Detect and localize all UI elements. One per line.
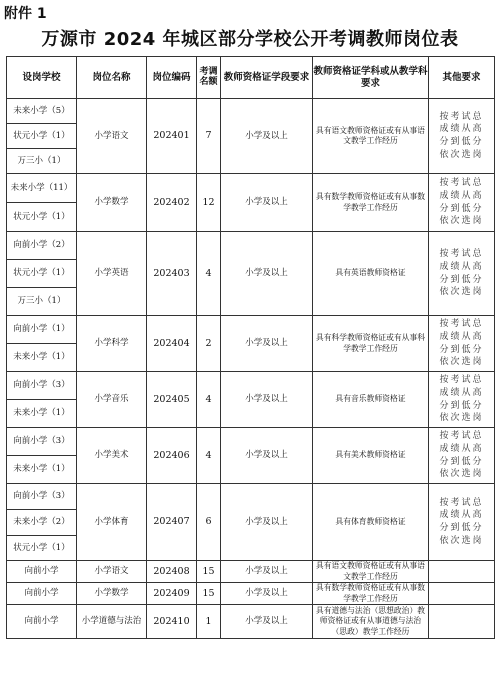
school-cell: 未来小学（1） (7, 400, 77, 428)
other-requirements-cell: 按考试总成绩从高分到低分依次选岗 (429, 232, 495, 316)
table-row (7, 174, 495, 203)
stage-cell: 小学及以上 (221, 232, 313, 316)
page-title: 万源市 2024 年城区部分学校公开考调教师岗位表 (41, 29, 459, 50)
table-row (7, 605, 495, 639)
count-cell: 1 (197, 605, 221, 639)
table-row (7, 99, 495, 124)
position-cell: 小学美术 (77, 428, 147, 484)
header-other: 其他要求 (429, 57, 495, 99)
school-cell: 未来小学（1） (7, 344, 77, 372)
school-cell: 向前小学（3） (7, 428, 77, 456)
stage-cell: 小学及以上 (221, 316, 313, 372)
table-row (7, 561, 495, 583)
code-cell: 202401 (147, 99, 197, 174)
stage-cell: 小学及以上 (221, 428, 313, 484)
other-requirements-cell (429, 561, 495, 583)
count-cell: 4 (197, 428, 221, 484)
header-code: 岗位编码 (147, 57, 197, 99)
attachment-label: 附件 1 (4, 6, 47, 22)
position-cell: 小学语文 (77, 99, 147, 174)
subject-cell: 具有科学教师资格证或有从事科学教学工作经历 (313, 316, 429, 372)
school-cell: 未来小学（11） (7, 174, 77, 203)
count-cell: 7 (197, 99, 221, 174)
subject-cell: 具有语文教师资格证或有从事语文教学工作经历 (313, 561, 429, 583)
school-cell: 向前小学 (7, 561, 77, 583)
code-cell: 202404 (147, 316, 197, 372)
table-row (7, 232, 495, 260)
subject-cell: 具有语文教师资格证或有从事语文教学工作经历 (313, 99, 429, 174)
header-count: 考调名额 (197, 57, 221, 99)
position-cell: 小学英语 (77, 232, 147, 316)
school-cell: 未来小学（5） (7, 99, 77, 124)
header-school: 设岗学校 (7, 57, 77, 99)
subject-cell: 具有英语教师资格证 (313, 232, 429, 316)
other-requirements-cell (429, 583, 495, 605)
header-position: 岗位名称 (77, 57, 147, 99)
table-row (7, 428, 495, 456)
stage-cell: 小学及以上 (221, 372, 313, 428)
school-cell: 万三小（1） (7, 149, 77, 174)
school-cell: 向前小学（2） (7, 232, 77, 260)
position-cell: 小学道德与法治 (77, 605, 147, 639)
code-cell: 202403 (147, 232, 197, 316)
code-cell: 202410 (147, 605, 197, 639)
stage-cell: 小学及以上 (221, 605, 313, 639)
count-cell: 4 (197, 372, 221, 428)
other-requirements-cell: 按考试总成绩从高分到低分依次选岗 (429, 174, 495, 232)
subject-cell: 具有道德与法治（思想政治）教师资格证或有从事道德与法治（思政）教学工作经历 (313, 605, 429, 639)
other-requirements-cell: 按考试总成绩从高分到低分依次选岗 (429, 428, 495, 484)
count-cell: 6 (197, 484, 221, 561)
school-cell: 状元小学（1） (7, 536, 77, 561)
subject-cell: 具有数学教师资格证或有从事数学教学工作经历 (313, 174, 429, 232)
subject-cell: 具有数学教师资格证或有从事数学教学工作经历 (313, 583, 429, 605)
position-cell: 小学语文 (77, 561, 147, 583)
stage-cell: 小学及以上 (221, 583, 313, 605)
school-cell: 向前小学（1） (7, 316, 77, 344)
subject-cell: 具有音乐教师资格证 (313, 372, 429, 428)
subject-cell: 具有体育教师资格证 (313, 484, 429, 561)
table-row (7, 583, 495, 605)
code-cell: 202406 (147, 428, 197, 484)
school-cell: 状元小学（1） (7, 260, 77, 288)
other-requirements-cell: 按考试总成绩从高分到低分依次选岗 (429, 372, 495, 428)
table-row (7, 316, 495, 344)
school-cell: 向前小学（3） (7, 484, 77, 510)
other-requirements-cell: 按考试总成绩从高分到低分依次选岗 (429, 316, 495, 372)
school-cell: 向前小学 (7, 583, 77, 605)
count-cell: 4 (197, 232, 221, 316)
stage-cell: 小学及以上 (221, 174, 313, 232)
code-cell: 202408 (147, 561, 197, 583)
position-cell: 小学数学 (77, 174, 147, 232)
school-cell: 状元小学（1） (7, 124, 77, 149)
count-cell: 12 (197, 174, 221, 232)
table-body (7, 99, 495, 639)
count-cell: 2 (197, 316, 221, 372)
position-cell: 小学音乐 (77, 372, 147, 428)
table-row (7, 372, 495, 400)
header-subject: 教师资格证学科或从教学科要求 (313, 57, 429, 99)
code-cell: 202405 (147, 372, 197, 428)
count-cell: 15 (197, 583, 221, 605)
school-cell: 万三小（1） (7, 288, 77, 316)
stage-cell: 小学及以上 (221, 484, 313, 561)
position-cell: 小学数学 (77, 583, 147, 605)
code-cell: 202409 (147, 583, 197, 605)
header-stage: 教师资格证学段要求 (221, 57, 313, 99)
school-cell: 向前小学（3） (7, 372, 77, 400)
table-row (7, 484, 495, 510)
school-cell: 未来小学（2） (7, 510, 77, 536)
school-cell: 向前小学 (7, 605, 77, 639)
header-row (7, 57, 495, 99)
code-cell: 202402 (147, 174, 197, 232)
position-cell: 小学体育 (77, 484, 147, 561)
other-requirements-cell (429, 605, 495, 639)
subject-cell: 具有美术教师资格证 (313, 428, 429, 484)
other-requirements-cell: 按考试总成绩从高分到低分依次选岗 (429, 99, 495, 174)
school-cell: 未来小学（1） (7, 456, 77, 484)
school-cell: 状元小学（1） (7, 203, 77, 232)
stage-cell: 小学及以上 (221, 561, 313, 583)
count-cell: 15 (197, 561, 221, 583)
other-requirements-cell: 按考试总成绩从高分到低分依次选岗 (429, 484, 495, 561)
position-cell: 小学科学 (77, 316, 147, 372)
positions-table (6, 56, 495, 639)
code-cell: 202407 (147, 484, 197, 561)
stage-cell: 小学及以上 (221, 99, 313, 174)
